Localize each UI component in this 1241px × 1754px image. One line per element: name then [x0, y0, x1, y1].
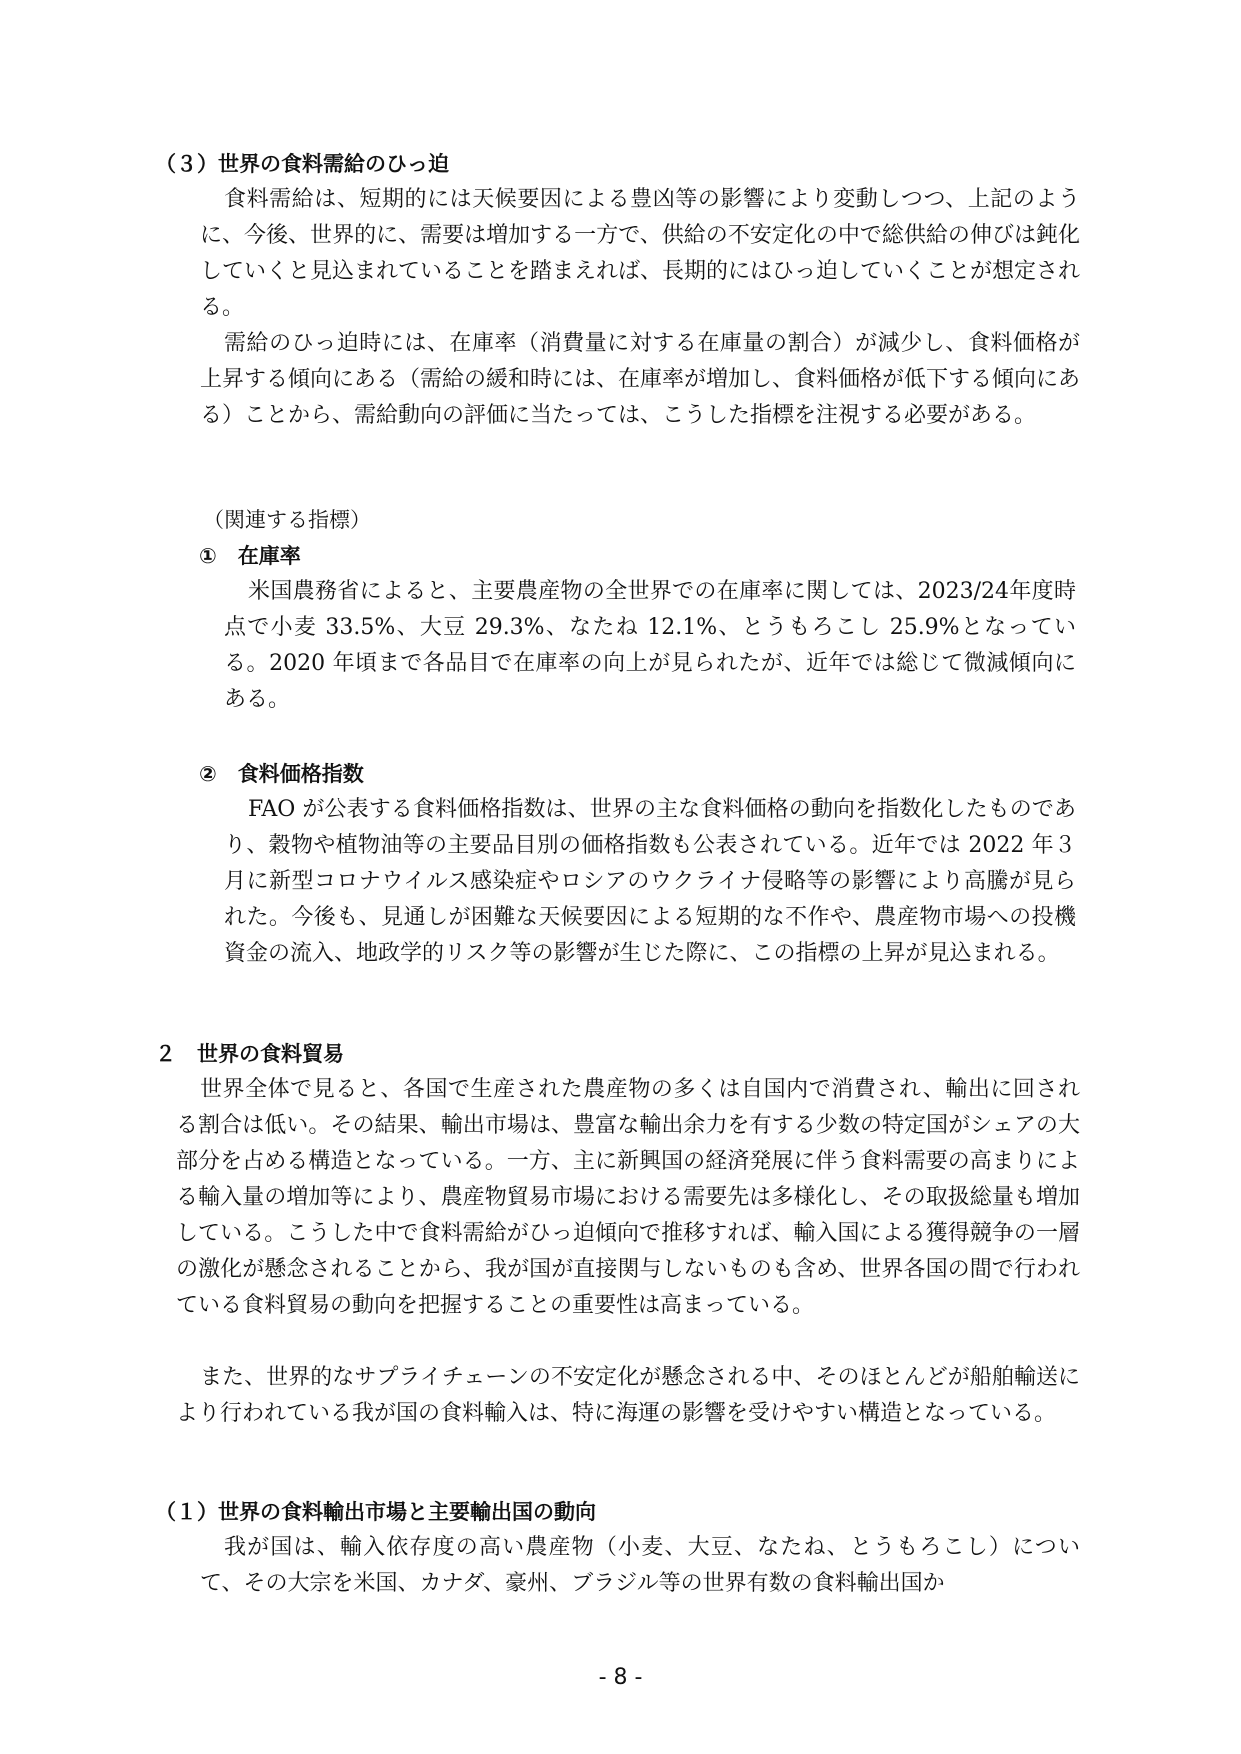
indicator-heading-stock-ratio: ① 在庫率 [199, 544, 301, 568]
paragraph: 我が国は、輸入依存度の高い農産物（小麦、大豆、なたね、とうもろこし）について、その大宗を米国、カナダ、豪州、ブラジル等の世界有数の食料輸出国か [200, 1535, 1080, 1596]
paragraph: 需給のひっ迫時には、在庫率（消費量に対する在庫量の割合）が減少し、食料価格が上昇する傾向にある（需給の緩和時には、在庫率が増加し、食料価格が低下する傾向にある）ことから、需給動向の評価に当たっては、こうした指標を注視する必要がある。 [200, 331, 1081, 428]
section-heading-food-supply-demand-tightening: （３）世界の食料需給のひっ迫 [155, 152, 449, 176]
section-heading-world-food-trade: ２ 世界の食料貿易 [155, 1042, 344, 1066]
page-number: - 8 - [598, 1665, 643, 1690]
indicator-text: 米国農務省によると、主要農産物の全世界での在庫率に関しては、2023/24年度時点で小麦 33.5%、大豆 29.3%、なたね 12.1%、とうもろこし 25.9%となっている。2020 年頃まで各品目で在庫率の向上が見られたが、近年では総じて微減傾向にある。 [224, 579, 1076, 712]
indicator-text: FAO が公表する食料価格指数は、世界の主な食料価格の動向を指数化したものであり、穀物や植物油等の主要品目別の価格指数も公表されている。近年では 2022 年３月に新型コロナウイルス感染症やロシアのウクライナ侵略等の影響により高騰が見られた。今後も、見通しが困難な天候要因による短期的な不作や、農産物市場への投機資金の流入、地政学的リスク等の影響が生じた際に、この指標の上昇が見込まれる。 [224, 797, 1076, 966]
related-indicators-label: （関連する指標） [203, 508, 371, 532]
paragraph: 食料需給は、短期的には天候要因による豊凶等の影響により変動しつつ、上記のように、今後、世界的に、需要は増加する一方で、供給の不安定化の中で総供給の伸びは鈍化していくと見込まれていることを踏まえれば、長期的にはひっ迫していくことが想定される。 [200, 187, 1081, 320]
section-heading-export-market: （１）世界の食料輸出市場と主要輸出国の動向 [155, 1500, 596, 1524]
paragraph: また、世界的なサプライチェーンの不安定化が懸念される中、そのほとんどが船舶輸送により行われている我が国の食料輸入は、特に海運の影響を受けやすい構造となっている。 [176, 1365, 1080, 1426]
indicator-heading-food-price-index: ② 食料価格指数 [199, 762, 364, 786]
paragraph: 世界全体で見ると、各国で生産された農産物の多くは自国内で消費され、輸出に回される割合は低い。その結果、輸出市場は、豊富な輸出余力を有する少数の特定国がシェアの大部分を占める構造となっている。一方、主に新興国の経済発展に伴う食料需要の高まりによる輸入量の増加等により、農産物貿易市場における需要先は多様化し、その取扱総量も増加している。こうした中で食料需給がひっ迫傾向で推移すれば、輸入国による獲得競争の一層の激化が懸念されることから、我が国が直接関与しないものも含め、世界各国の間で行われている食料貿易の動向を把握することの重要性は高まっている。 [176, 1077, 1080, 1318]
